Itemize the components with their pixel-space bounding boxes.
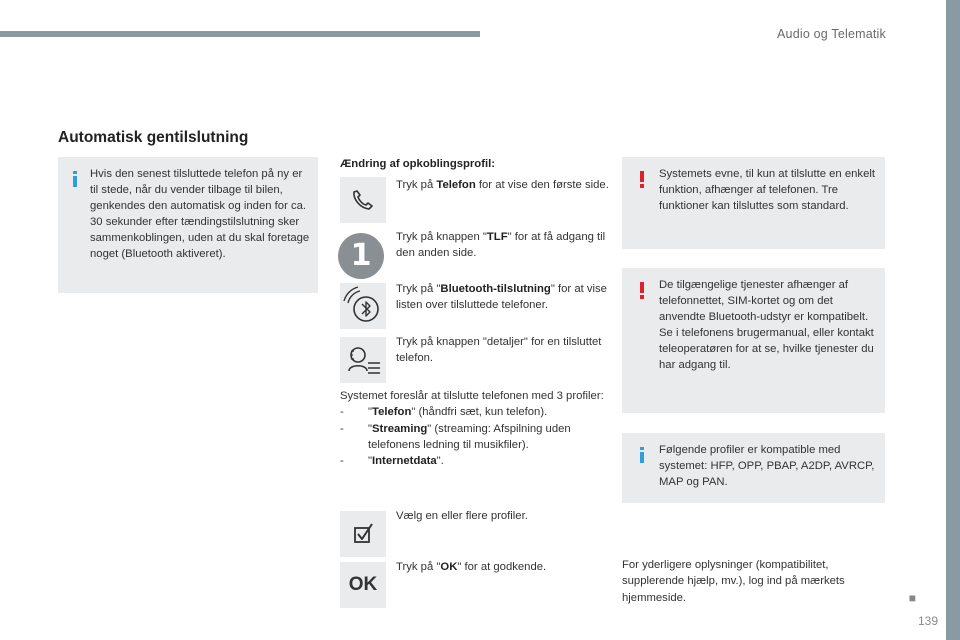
info-note-profiles [622, 433, 885, 503]
step-number-badge: 1 [338, 233, 384, 279]
section-title: Automatisk gentilslutning [58, 129, 249, 146]
step-details: Tryk på knappen "detaljer" for en tilsluttet telefon. [396, 336, 602, 365]
profiles-intro: Systemet foreslår at tilslutte telefonen med 3 profiler: [340, 390, 604, 402]
info-note-auto-reconnect [58, 157, 318, 293]
step-select-profiles: Vælg en eller flere profiler. [396, 510, 528, 522]
checkbox-icon [340, 511, 386, 557]
details-icon [340, 337, 386, 383]
page-number: 139 [917, 614, 938, 628]
step-tlf: Tryk på knappen "TLF" for at få adgang til den anden side. [396, 231, 606, 260]
step-ok: Tryk på "OK" for at godkende. [396, 561, 547, 573]
details-button-icon[interactable] [340, 337, 386, 383]
info-note-text: Følgende profiler er kompatible med systemet: HFP, OPP, PBAP, A2DP, AVRCP, MAP og PAN. [659, 444, 875, 489]
warning-icon [640, 171, 644, 188]
info-icon [73, 171, 77, 187]
bluetooth-button-icon[interactable] [340, 283, 386, 329]
info-note-text: Hvis den senest tilsluttede telefon på ny er til stede, når du vender tilbage til bilen, genkendes den automatisk og inden for ca. 30 sekunder efter tændingstilslutning sker sammenkoblingen, uden at du skal foretage noget (Bluetooth aktiveret). [90, 168, 310, 261]
chapter-title: Audio og Telematik [777, 27, 886, 41]
side-strip [946, 0, 960, 640]
info-icon [640, 447, 644, 463]
select-profile-button-icon[interactable] [340, 511, 386, 557]
profile-item-telefon: - "Telefon" (håndfri sæt, kun telefon). [340, 406, 548, 419]
subsection-heading: Ændring af opkoblingsprofil: [340, 158, 496, 170]
warning-note-functions [622, 157, 885, 249]
ok-button-label: OK [348, 574, 378, 595]
profiles-list [340, 388, 610, 469]
header-bar [0, 31, 480, 37]
profile-item-streaming: - "Streaming" (streaming: Afspilning uden telefonens ledning til musikfiler). [340, 422, 571, 451]
warning-icon [640, 282, 644, 299]
warning-note-text: De tilgængelige tjenester afhænger af telefonnettet, SIM-kortet og om det anvendte Bluetooth-udstyr er kompatibelt. Se i telefonens brugermanual, eller kontakt teleoperatøren for at se, hvilke tjenester du har adgang til. [659, 279, 874, 372]
ok-button[interactable] [340, 562, 386, 608]
step-bluetooth: Tryk på "Bluetooth-tilslutning" for at vise listen over tilsluttede telefoner. [396, 283, 607, 312]
phone-icon [340, 177, 386, 223]
footer-note: For yderligere oplysninger (kompatibilitet, supplerende hjælp, mv.), log ind på mærkets hjemmeside. [622, 559, 845, 604]
warning-note-text: Systemets evne, til kun at tilslutte en enkelt funktion, afhænger af telefonen. Tre funktioner kan tilsluttes som standard. [659, 168, 876, 213]
side-mark: ■ [908, 591, 916, 605]
step-telefon: Tryk på Telefon for at vise den første side. [396, 179, 609, 191]
bluetooth-icon [340, 283, 386, 329]
phone-button-icon[interactable] [340, 177, 386, 223]
warning-note-services [622, 268, 885, 413]
profile-item-internetdata: - "Internetdata". [340, 455, 444, 468]
